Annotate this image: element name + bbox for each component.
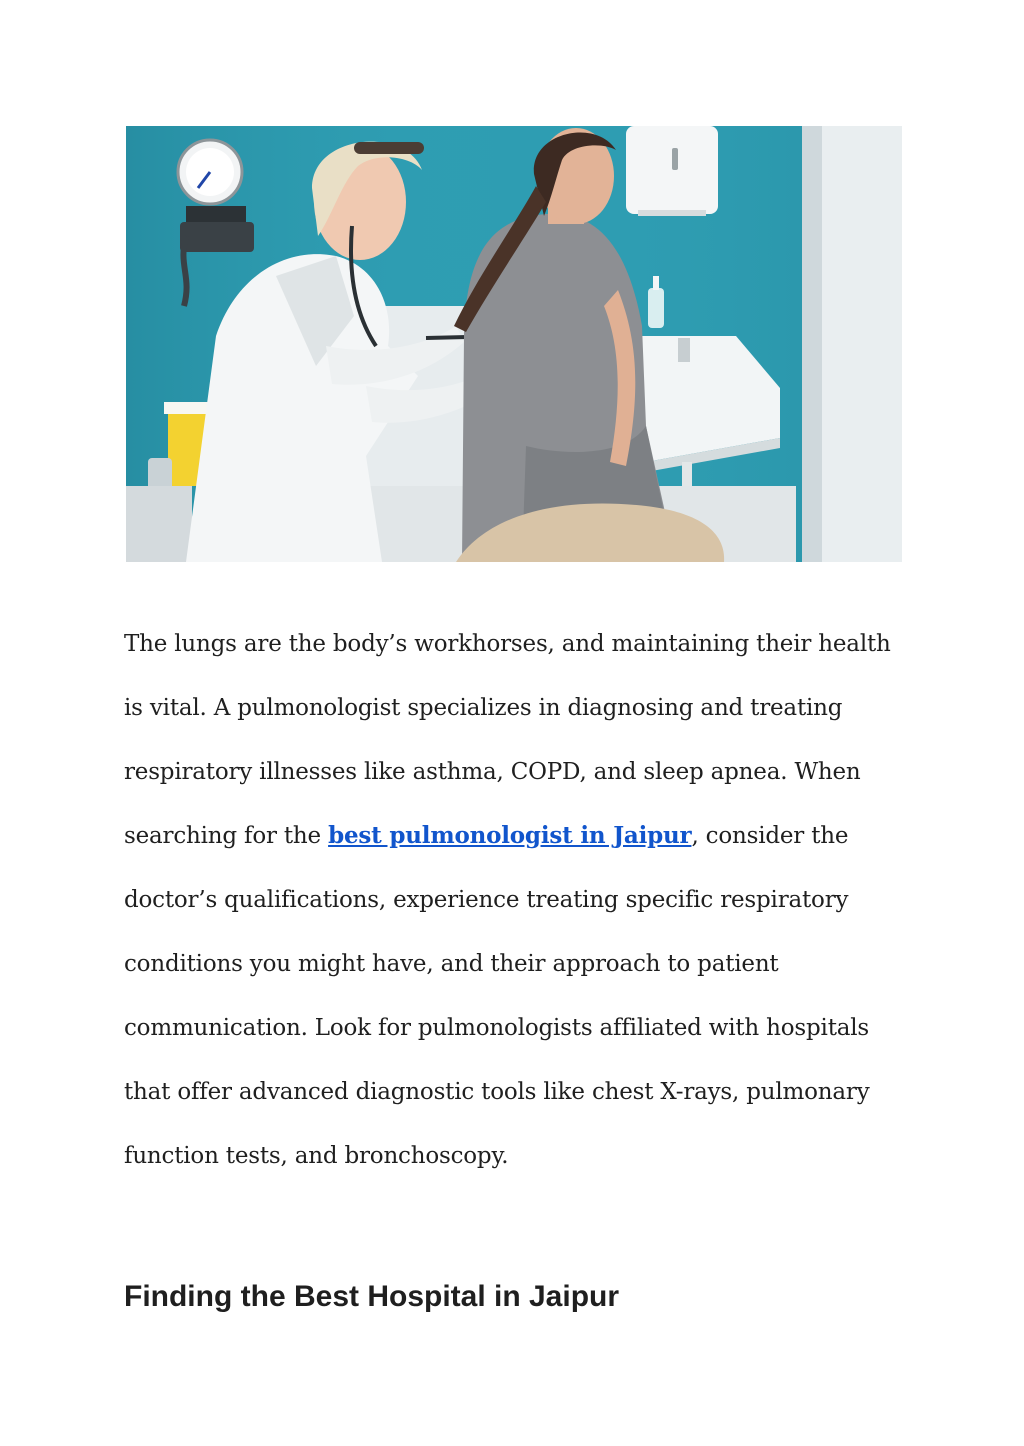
paragraph-intro-text: The lungs are the body’s workhorses, and maintaining their health is vital. A pulmonologist specializes in diagnosing and treating respiratory illnesses like asthma, COPD, and sleep apnea. When searching for the [124, 631, 891, 849]
section-heading: Finding the Best Hospital in Jaipur [124, 1280, 620, 1313]
article-paragraph [124, 612, 904, 1188]
best-pulmonologist-link[interactable]: best pulmonologist in Jaipur [328, 822, 692, 849]
paragraph-rest-text: , consider the doctor’s qualifications, experience treating specific respiratory conditions you might have, and their approach to patient communication. Look for pulmonologists affiliated with hospitals that offer advanced diagnostic tools like chest X-rays, pulmonary function tests, and bronchoscopy. [124, 823, 870, 1169]
doctor-patient-photo [126, 126, 902, 562]
